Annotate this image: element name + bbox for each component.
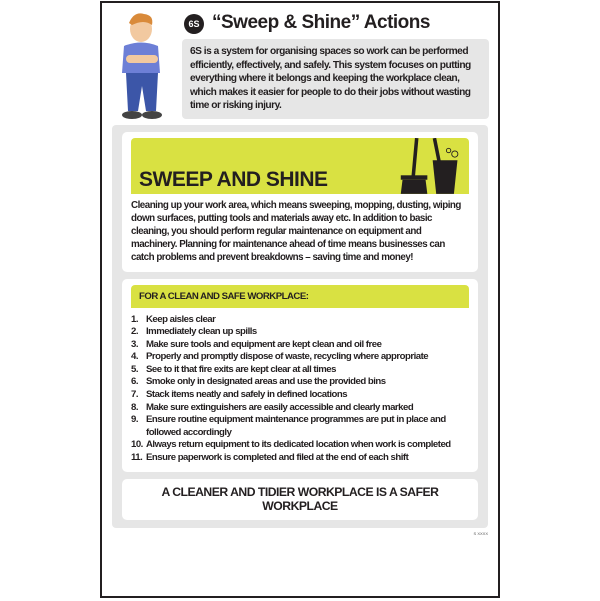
item-text: Keep aisles clear — [146, 313, 216, 325]
item-number: 5. — [131, 363, 139, 375]
item-text: Ensure paperwork is completed and filed at the end of each shift — [146, 452, 409, 464]
poster-header — [112, 11, 488, 39]
checklist-card — [122, 279, 478, 472]
poster — [100, 1, 500, 598]
item-text: Always return equipment to its dedicated location when work is completed — [146, 439, 451, 451]
sweep-card — [122, 132, 478, 272]
item-number: 3. — [131, 338, 139, 350]
sweep-heading: SWEEP AND SHINE — [139, 167, 328, 191]
item-number: 11. — [131, 452, 143, 464]
item-number: 9. — [131, 414, 139, 426]
list-item — [131, 414, 469, 439]
list-item — [131, 351, 469, 364]
list-item — [131, 326, 469, 339]
list-item — [131, 439, 469, 452]
item-text: Make sure extinguishers are easily accessible and clearly marked — [146, 401, 414, 413]
product-code: S XXXX — [473, 530, 488, 536]
sweep-description: Cleaning up your work area, which means sweeping, mopping, dusting, wiping down surfaces, putting tools and materials away etc. In addition to basic cleaning, you should perform regular maintenance on equipment and machinery. Planning for maintenance ahead of time means businesses can catch problems and prevent breakdowns – saving time and money! — [131, 199, 461, 264]
item-text: Stack items neatly and safely in defined locations — [146, 389, 348, 401]
item-number: 6. — [131, 376, 139, 388]
item-text: See to it that fire exits are kept clear at all times — [146, 363, 336, 375]
intro-text: 6S is a system for organising spaces so work can be performed efficiently, effectively, and safely. This system focuses on putting everything where it belongs and keeping the workplace clean, which makes it easier for people to do their jobs without wasting time or risking injury. — [182, 39, 489, 119]
broom-bucket-icon — [399, 138, 461, 194]
item-number: 4. — [131, 351, 139, 363]
item-number: 1. — [131, 313, 139, 325]
item-text: Make sure tools and equipment are kept clean and oil free — [146, 338, 382, 350]
list-item — [131, 339, 469, 352]
list-item — [131, 364, 469, 377]
item-number: 8. — [131, 401, 139, 413]
list-item — [131, 389, 469, 402]
sweep-banner — [131, 138, 469, 194]
content-panel — [112, 125, 488, 528]
page-title: “Sweep & Shine” Actions — [212, 12, 430, 33]
item-text: Immediately clean up spills — [146, 326, 257, 338]
checklist — [131, 314, 469, 465]
6s-badge: 6S — [184, 14, 204, 34]
checklist-heading: FOR A CLEAN AND SAFE WORKPLACE: — [131, 285, 469, 308]
item-text: Smoke only in designated areas and use the provided bins — [146, 376, 386, 388]
worker-mascot-illustration — [114, 11, 170, 126]
item-text: Ensure routine equipment maintenance programmes are put in place and followed accordingly — [146, 414, 446, 438]
list-item — [131, 452, 469, 465]
list-item — [131, 314, 469, 327]
item-number: 2. — [131, 326, 139, 338]
list-item — [131, 402, 469, 415]
footer-slogan: A CLEANER AND TIDIER WORKPLACE IS A SAFER WORKPLACE — [122, 479, 478, 520]
item-number: 7. — [131, 389, 139, 401]
item-number: 10. — [131, 439, 143, 451]
list-item — [131, 376, 469, 389]
item-text: Properly and promptly dispose of waste, recycling where appropriate — [146, 351, 429, 363]
